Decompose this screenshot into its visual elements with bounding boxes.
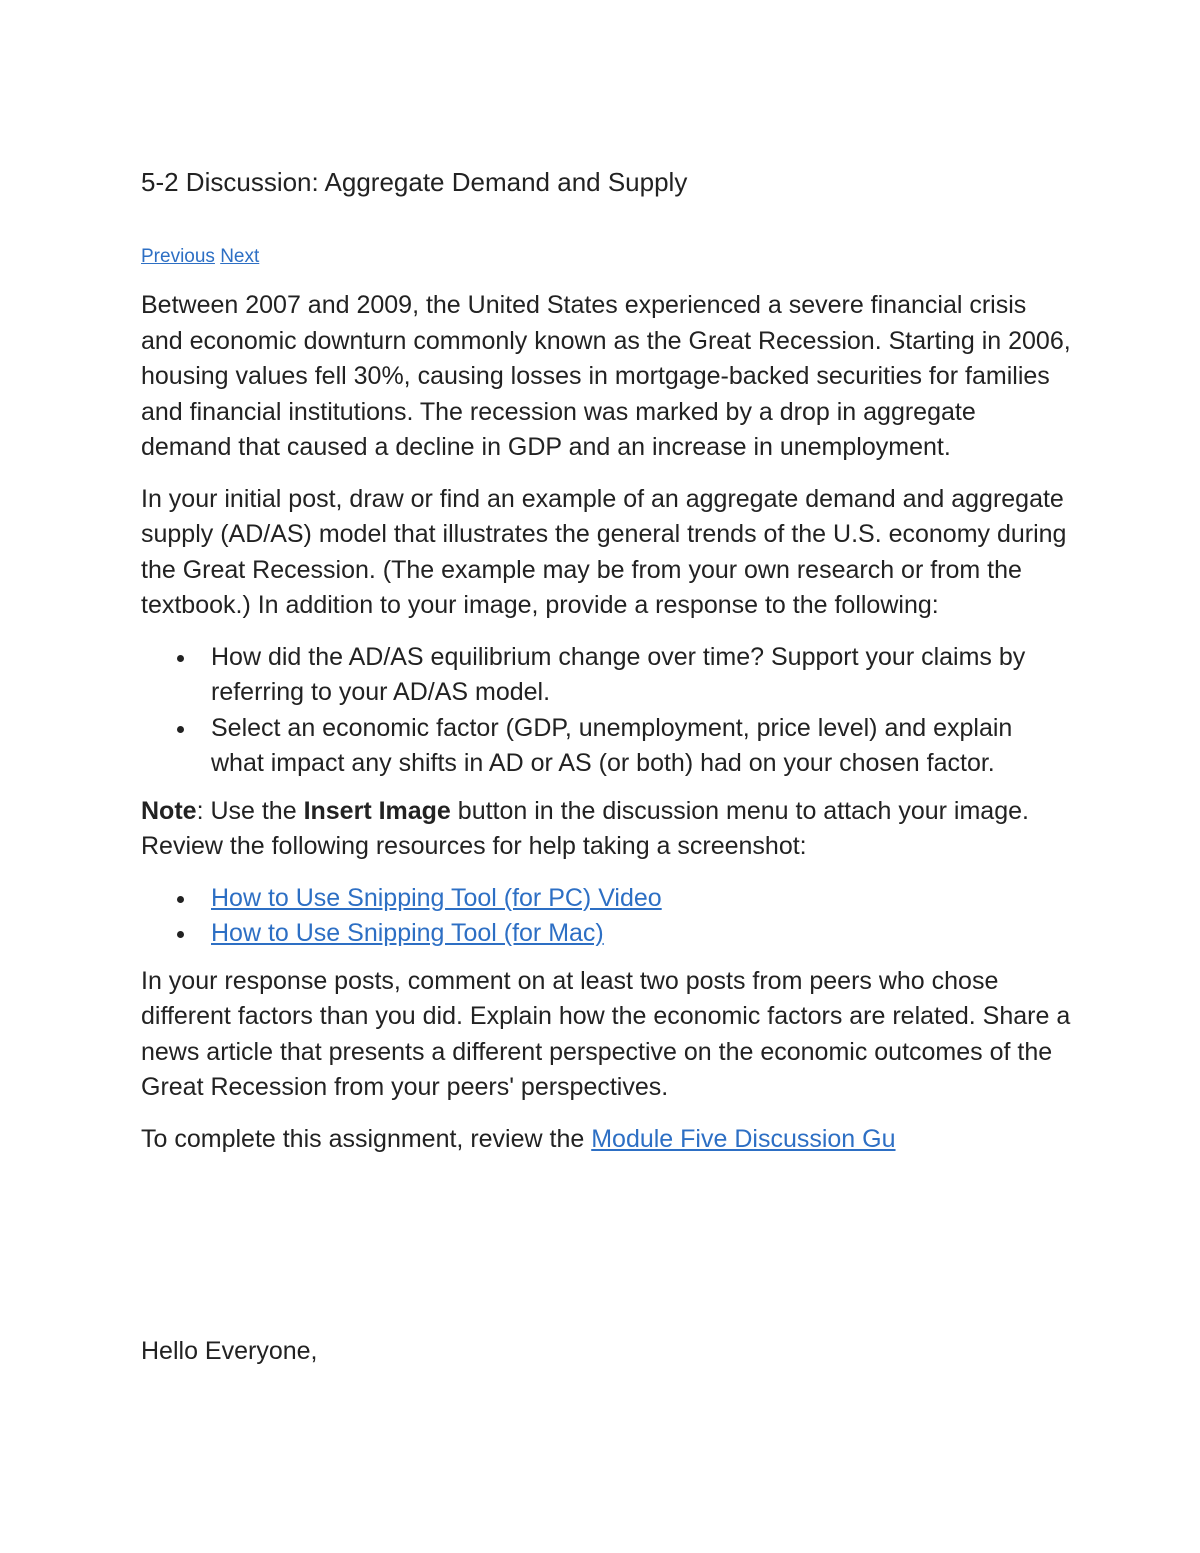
- note-text-before: : Use the: [196, 796, 304, 825]
- bullet-icon: [177, 896, 184, 903]
- previous-link[interactable]: Previous: [141, 246, 215, 267]
- question-list: [141, 640, 1071, 782]
- insert-image-button-name: Insert Image: [303, 796, 451, 825]
- assignment-body: [141, 288, 1071, 1173]
- question-text: How did the AD/AS equilibrium change over time? Support your claims by referring to your AD/AS model.: [211, 642, 1026, 706]
- snipping-tool-pc-link[interactable]: How to Use Snipping Tool (for PC) Video: [211, 883, 662, 912]
- page-title: 5-2 Discussion: Aggregate Demand and Supply: [141, 167, 688, 197]
- note-paragraph: [141, 794, 1071, 865]
- note-label: Note: [141, 796, 197, 825]
- list-item: [141, 711, 1071, 782]
- response-posts-paragraph: In your response posts, comment on at least two posts from peers who chose different factors than you did. Explain how the economic factors are related. Share a news article that presents a different perspective on the economic outcomes of the Great Recession from your peers' perspectives.: [141, 966, 1071, 1101]
- intro-paragraph: Between 2007 and 2009, the United States experienced a severe financial crisis and economic downturn commonly known as the Great Recession. Starting in 2006, housing values fell 30%, causing losses in mortgage-backed securities for families and financial institutions. The recession was marked by a drop in aggregate demand that caused a decline in GDP and an increase in unemployment.: [141, 291, 1071, 461]
- bullet-icon: [177, 655, 184, 662]
- resource-list: [141, 881, 1071, 952]
- next-link[interactable]: Next: [220, 246, 260, 267]
- list-item: [141, 640, 1071, 711]
- discussion-guidelines-link[interactable]: Module Five Discussion Gu: [591, 1124, 896, 1153]
- completion-text: To complete this assignment, review the: [141, 1124, 592, 1153]
- list-item: [141, 916, 1071, 952]
- snipping-tool-mac-link[interactable]: How to Use Snipping Tool (for Mac): [211, 919, 604, 947]
- note-text-after: button in the discussion menu to attach your image. Review the following resources for help taking a screenshot:: [141, 796, 1029, 860]
- pagination-nav: [141, 243, 259, 271]
- completion-paragraph: [141, 1122, 1071, 1158]
- prompt-paragraph: In your initial post, draw or find an example of an aggregate demand and aggregate supply (AD/AS) model that illustrates the general trends of the U.S. economy during the Great Recession. (The example may be from your own research or from the textbook.) In addition to your image, provide a response to the following:: [141, 484, 1067, 619]
- greeting-text: Hello Everyone,: [141, 1337, 318, 1365]
- question-text: Select an economic factor (GDP, unemployment, price level) and explain what impact any shifts in AD or AS (or both) had on your chosen factor.: [211, 713, 1013, 777]
- list-item: [141, 881, 1071, 917]
- bullet-icon: [177, 726, 184, 733]
- bullet-icon: [177, 931, 184, 938]
